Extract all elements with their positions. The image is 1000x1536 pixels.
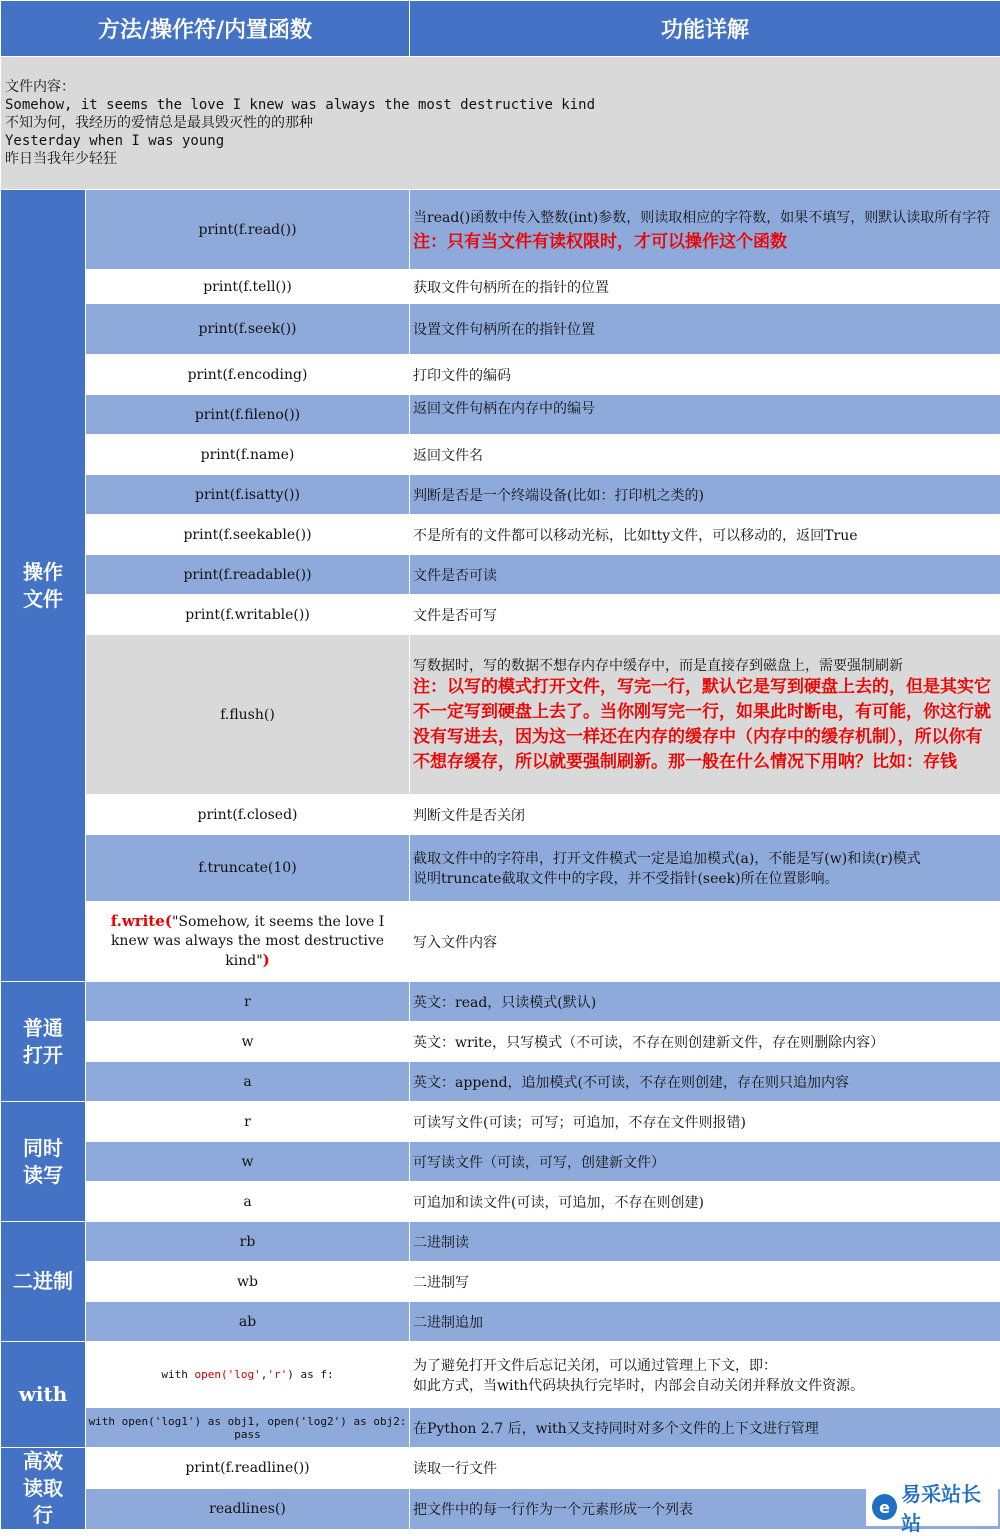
description-text: 说明truncate截取文件中的字段，并不受指针(seek)所在位置影响。 xyxy=(413,868,997,888)
description-cell: 判断是否是一个终端设备(比如：打印机之类的) xyxy=(410,475,1000,515)
description-cell xyxy=(410,635,1000,795)
method-cell: print(f.seekable()) xyxy=(86,515,410,555)
description-cell: 获取文件句柄所在的指针的位置 xyxy=(410,270,1000,304)
intro-line: Yesterday when I was young xyxy=(5,132,996,150)
watermark-logo[interactable] xyxy=(866,1488,998,1526)
description-cell: 当read()函数中传入整数(int)参数，则读取相应的字符数，如果不填写，则默认读取所有字符注：只有当文件有读权限时，才可以操作这个函数 xyxy=(410,190,1000,270)
header-methods: 方法/操作符/内置函数 xyxy=(1,1,410,57)
description-cell: 写入文件内容 xyxy=(410,902,1000,982)
description-cell: 读取一行文件 xyxy=(410,1448,1000,1489)
intro-line: 文件内容： xyxy=(5,78,996,96)
description-cell: 设置文件句柄所在的指针位置 xyxy=(410,304,1000,355)
method-cell: print(f.readline()) xyxy=(86,1448,410,1489)
mode-cell: wb xyxy=(86,1262,410,1302)
method-cell: print(f.encoding) xyxy=(86,355,410,395)
description-cell: 返回文件名 xyxy=(410,435,1000,475)
note-text: 注：只有当文件有读权限时，才可以操作这个函数 xyxy=(413,232,787,252)
category-ops: 操作文件 xyxy=(1,190,86,982)
mode-cell: rb xyxy=(86,1222,410,1262)
description-cell: 英文：read，只读模式(默认) xyxy=(410,982,1000,1022)
mode-cell: r xyxy=(86,982,410,1022)
description-cell: 文件是否可读 xyxy=(410,555,1000,595)
mode-cell: ab xyxy=(86,1302,410,1342)
description-cell: 可读写文件(可读；可写；可追加，不存在文件则报错) xyxy=(410,1102,1000,1142)
description-cell: 可追加和读文件(可读，可追加，不存在则创建) xyxy=(410,1182,1000,1222)
mode-cell: a xyxy=(86,1062,410,1102)
description-cell xyxy=(410,835,1000,902)
note-text: 注：以写的模式打开文件，写完一行，默认它是写到硬盘上去的，但是其实它不一定写到硬盘上去了。当你刚写完一行，如果此时断电，有可能，你这行就没有写进去，因为这一样还在内存的缓存中（内存中的缓存机制），所以你有不想存缓存，所以就要强制刷新。那一般在什么情况下用呐？比如：存钱 xyxy=(413,675,997,775)
description-text: 如此方式，当with代码块执行完毕时，内部会自动关闭并释放文件资源。 xyxy=(413,1375,997,1395)
description-cell: 二进制读 xyxy=(410,1222,1000,1262)
mode-cell: w xyxy=(86,1142,410,1182)
description-cell: 英文：append，追加模式(不可读，不存在则创建，存在则只追加内容 xyxy=(410,1062,1000,1102)
description-cell: 在Python 2.7 后，with又支持同时对多个文件的上下文进行管理 xyxy=(410,1408,1000,1448)
method-cell: print(f.tell()) xyxy=(86,270,410,304)
category-open: 普通打开 xyxy=(1,982,86,1102)
method-cell: f.truncate(10) xyxy=(86,835,410,902)
method-cell: f.write("Somehow, it seems the love I knew was always the most destructive kind") xyxy=(86,902,410,982)
description-cell xyxy=(410,1342,1000,1408)
logo-text: 易采站长站 xyxy=(901,1478,998,1536)
intro-line: 不知为何，我经历的爱情总是最具毁灭性的的那种 xyxy=(5,114,996,132)
intro-line: 昨日当我年少轻狂 xyxy=(5,150,996,168)
description-cell: 返回文件句柄在内存中的编号 xyxy=(410,395,1000,435)
description-cell: 英文：write，只写模式（不可读，不存在则创建新文件，存在则删除内容） xyxy=(410,1022,1000,1062)
logo-icon: e xyxy=(872,1494,897,1520)
file-content-intro xyxy=(1,57,1000,190)
method-cell: print(f.seek()) xyxy=(86,304,410,355)
mode-cell: w xyxy=(86,1022,410,1062)
method-cell: print(f.read()) xyxy=(86,190,410,270)
method-cell: print(f.isatty()) xyxy=(86,475,410,515)
category-binary: 二进制 xyxy=(1,1222,86,1342)
header-details: 功能详解 xyxy=(410,1,1000,57)
with-example-cell: with open('log','r') as f: xyxy=(86,1342,410,1408)
category-with: with xyxy=(1,1342,86,1448)
method-cell: f.flush() xyxy=(86,635,410,795)
category-read-write: 同时读写 xyxy=(1,1102,86,1222)
description-text: 写数据时，写的数据不想存内存中缓存中，而是直接存到磁盘上，需要强制刷新 xyxy=(413,655,997,675)
description-text: 为了避免打开文件后忘记关闭，可以通过管理上下文，即： xyxy=(413,1355,997,1375)
intro-line: Somehow, it seems the love I knew was always the most destructive kind xyxy=(5,96,996,114)
method-cell: print(f.fileno()) xyxy=(86,395,410,435)
description-text: 截取文件中的字符串，打开文件模式一定是追加模式(a)，不能是写(w)和读(r)模式 xyxy=(413,848,997,868)
category-efficient-read: 高效读取行 xyxy=(1,1448,86,1530)
with-multi-example-cell: with open('log1') as obj1, open('log2') as obj2: pass xyxy=(86,1408,410,1448)
description-cell: 二进制写 xyxy=(410,1262,1000,1302)
method-cell: readlines() xyxy=(86,1489,410,1530)
description-cell: 文件是否可写 xyxy=(410,595,1000,635)
method-cell: print(f.readable()) xyxy=(86,555,410,595)
description-cell: 可写读文件（可读，可写，创建新文件） xyxy=(410,1142,1000,1182)
method-cell: print(f.name) xyxy=(86,435,410,475)
mode-cell: a xyxy=(86,1182,410,1222)
mode-cell: r xyxy=(86,1102,410,1142)
description-cell: 不是所有的文件都可以移动光标，比如tty文件，可以移动的，返回True xyxy=(410,515,1000,555)
description-cell: 二进制追加 xyxy=(410,1302,1000,1342)
method-cell: print(f.writable()) xyxy=(86,595,410,635)
description-cell: 打印文件的编码 xyxy=(410,355,1000,395)
description-cell: 判断文件是否关闭 xyxy=(410,795,1000,835)
method-cell: print(f.closed) xyxy=(86,795,410,835)
description-cell: 把文件中的每一行作为一个元素形成一个列表 xyxy=(410,1489,1000,1530)
